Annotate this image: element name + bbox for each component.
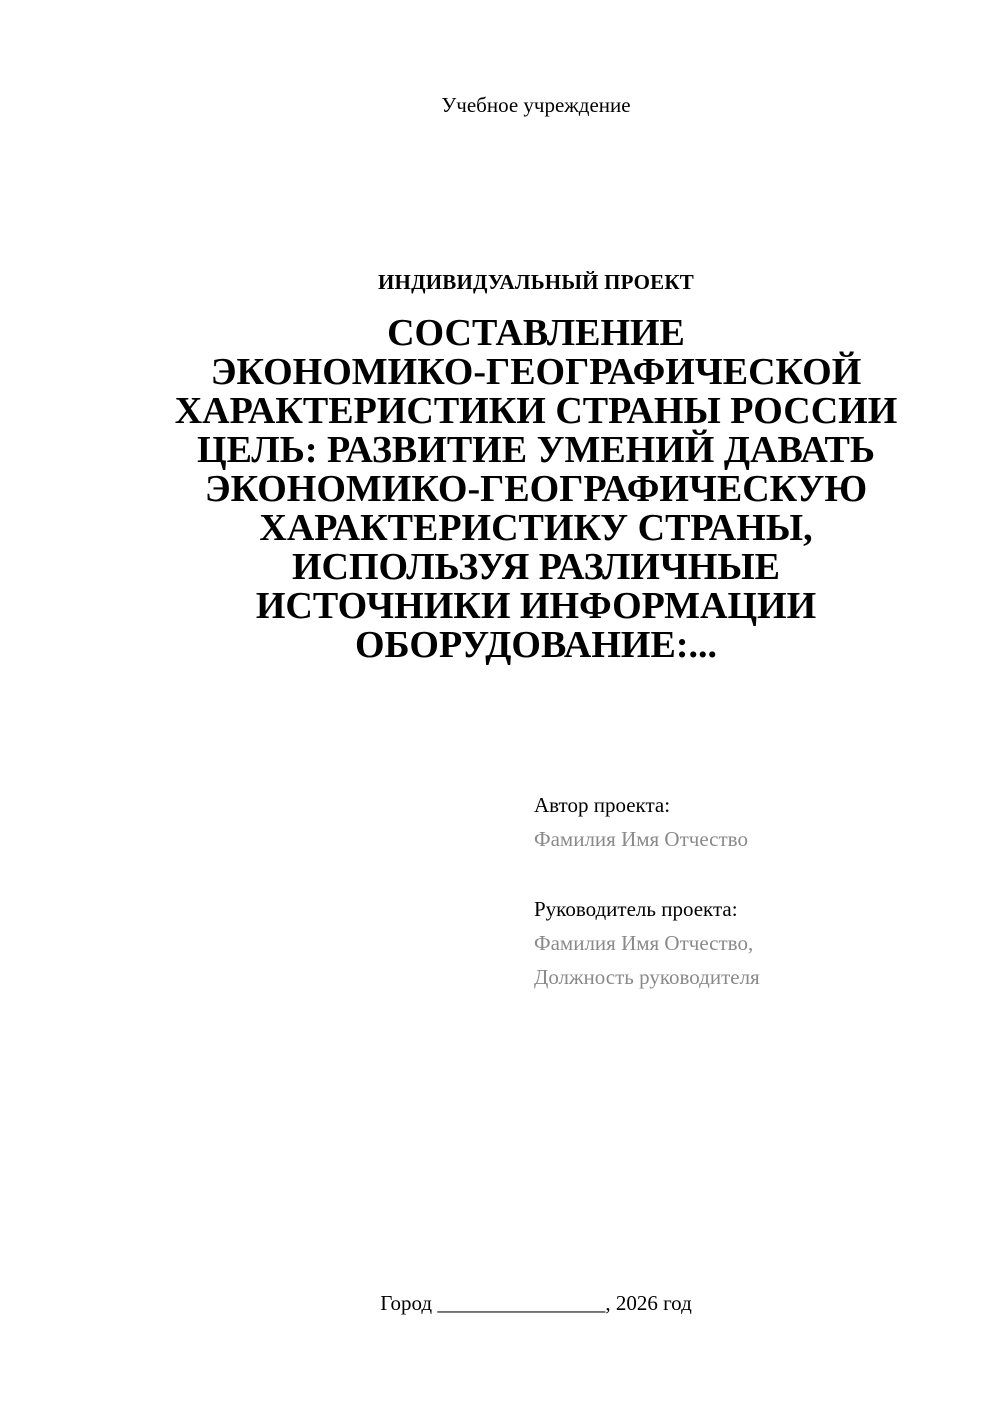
project-title-line: ОБОРУДОВАНИЕ:... <box>354 624 717 666</box>
author-name-placeholder[interactable]: Фамилия Имя Отчество <box>534 827 748 851</box>
city-year-line: Город ________________, 2026 год <box>380 1291 692 1315</box>
supervisor-label: Руководитель проекта: <box>534 897 738 921</box>
project-title-line: ХАРАКТЕРИСТИКУ СТРАНЫ, <box>259 507 813 549</box>
project-title-line: ИСТОЧНИКИ ИНФОРМАЦИИ <box>255 585 817 627</box>
supervisor-name-placeholder[interactable]: Фамилия Имя Отчество, <box>534 931 754 955</box>
project-title <box>120 314 952 665</box>
project-title-line: ЦЕЛЬ: РАЗВИТИЕ УМЕНИЙ ДАВАТЬ <box>197 429 875 471</box>
project-title-line: ХАРАКТЕРИСТИКИ СТРАНЫ РОССИИ <box>174 390 898 432</box>
author-label: Автор проекта: <box>534 793 671 817</box>
project-title-line: ЭКОНОМИКО-ГЕОГРАФИЧЕСКУЮ <box>204 468 868 510</box>
institution-name: Учебное учреждение <box>441 93 631 117</box>
project-title-line: ИСПОЛЬЗУЯ РАЗЛИЧНЫЕ <box>291 546 781 588</box>
supervisor-position-placeholder[interactable]: Должность руководителя <box>534 965 760 989</box>
project-title-line: СОСТАВЛЕНИЕ <box>387 312 685 354</box>
project-title-line: ЭКОНОМИКО-ГЕОГРАФИЧЕСКОЙ <box>210 351 862 393</box>
project-type-label: ИНДИВИДУАЛЬНЫЙ ПРОЕКТ <box>378 270 694 294</box>
credits-block <box>534 788 974 994</box>
spacer <box>534 856 974 892</box>
